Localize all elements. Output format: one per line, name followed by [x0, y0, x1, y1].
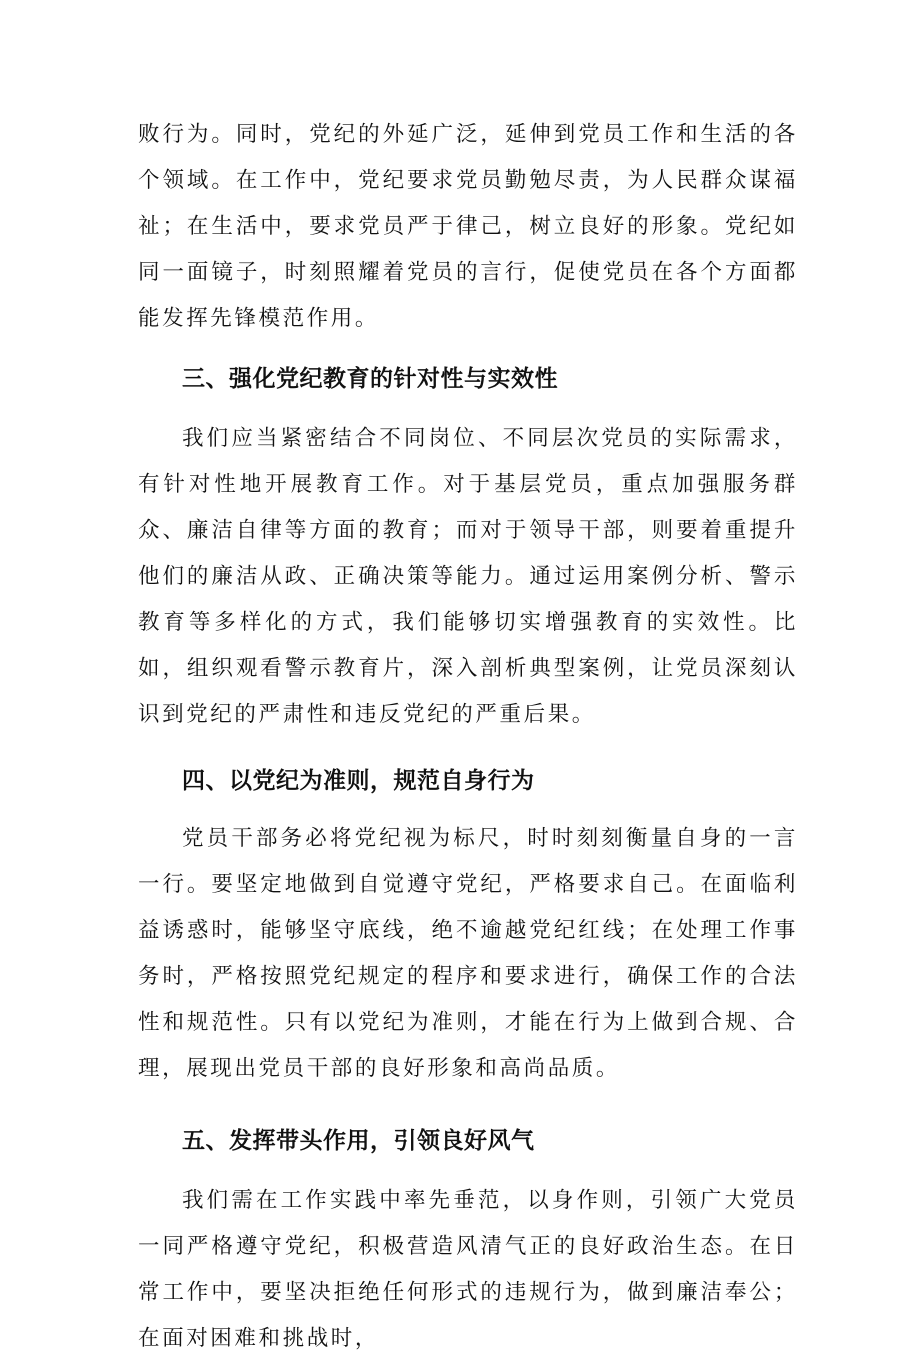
- paragraph-section-5: 我们需在工作实践中率先垂范，以身作则，引领广大党员一同严格遵守党纪，积极营造风清气正的良好政治生态。在日常工作中，要坚决拒绝任何形式的违规行为，做到廉洁奉公；在面对困难和挑战时，: [138, 1188, 798, 1351]
- section-heading-5: 五、发挥带头作用，引领良好风气: [182, 1128, 535, 1154]
- paragraph-section-3: 我们应当紧密结合不同岗位、不同层次党员的实际需求，有针对性地开展教育工作。对于基层党员，重点加强服务群众、廉洁自律等方面的教育；而对于领导干部，则要着重提升他们的廉洁从政、正确决策等能力。通过运用案例分析、警示教育等多样化的方式，我们能够切实增强教育的实效性。比如，组织观看警示教育片，深入剖析典型案例，让党员深刻认识到党纪的严肃性和违反党纪的严重后果。: [138, 426, 798, 727]
- section-heading-4: 四、以党纪为准则，规范自身行为: [182, 768, 535, 794]
- section-heading-3: 三、强化党纪教育的针对性与实效性: [182, 366, 558, 392]
- paragraph-intro: 败行为。同时，党纪的外延广泛，延伸到党员工作和生活的各个领域。在工作中，党纪要求党员勤勉尽责，为人民群众谋福祉；在生活中，要求党员严于律己，树立良好的形象。党纪如同一面镜子，时刻照耀着党员的言行，促使党员在各个方面都能发挥先锋模范作用。: [138, 122, 798, 331]
- document-body: [138, 112, 798, 1362]
- paragraph-section-4: 党员干部务必将党纪视为标尺，时时刻刻衡量自身的一言一行。要坚定地做到自觉遵守党纪，严格要求自己。在面临利益诱惑时，能够坚守底线，绝不逾越党纪红线；在处理工作事务时，严格按照党纪规定的程序和要求进行，确保工作的合法性和规范性。只有以党纪为准则，才能在行为上做到合规、合理，展现出党员干部的良好形象和高尚品质。: [138, 826, 798, 1081]
